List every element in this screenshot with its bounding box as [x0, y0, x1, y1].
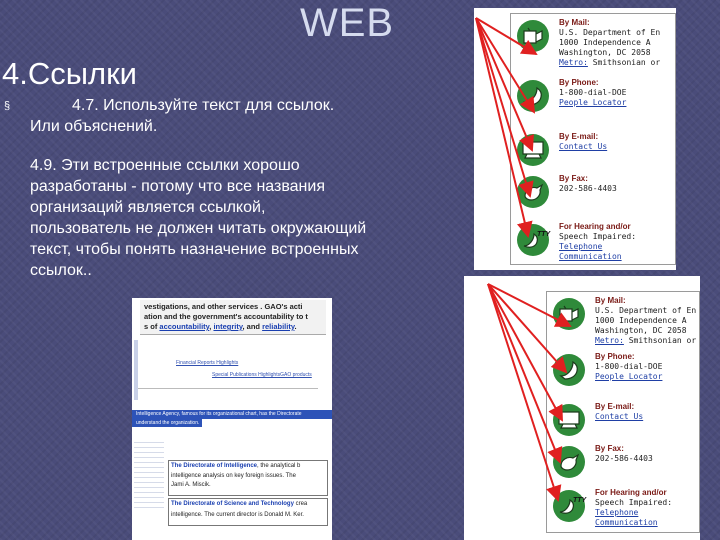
contact-heading: By E-mail:: [595, 402, 635, 411]
contact-entry-text: [559, 78, 626, 108]
separator: ,: [209, 322, 214, 331]
mailbox-icon: [551, 296, 587, 332]
contact-heading: By Phone:: [559, 78, 599, 87]
contact-line: Washington, DC 2058: [559, 48, 651, 57]
contact-heading: By Mail:: [559, 18, 590, 27]
contact-entry-text: [595, 402, 643, 422]
contact-link-suffix: Smithsonian or: [623, 336, 697, 345]
tty-glyph: TTY: [573, 497, 587, 504]
contact-line: 1-800-dial-DOE: [595, 362, 663, 371]
contact-entry-text: [559, 132, 607, 152]
contact-link-line: [595, 336, 696, 346]
contact-line: 1000 Independence A: [559, 38, 651, 47]
contact-entry-text: [559, 222, 636, 262]
highlight-bar-text: understand the organization.: [136, 420, 200, 426]
box-heading: [171, 501, 307, 507]
contact-line: Speech Impaired:: [559, 232, 637, 241]
contact-line: 1-800-dial-DOE: [559, 88, 627, 97]
slide-title: WEB: [300, 1, 395, 45]
directorate-intelligence-box: [168, 460, 328, 496]
contact-link-line: [559, 242, 636, 252]
embedded-links-screenshot: [132, 298, 332, 540]
fax-bird-icon: [551, 444, 587, 480]
phone-icon: [551, 352, 587, 388]
contact-line: U.S. Department of En: [559, 28, 661, 37]
highlight-bar-text: Intelligence Agency, famous for its organizational chart, has the Directorate: [136, 411, 302, 417]
header-prefix: s of: [144, 322, 160, 331]
contact-link[interactable]: People Locator: [595, 372, 663, 381]
contact-link-line: [559, 142, 607, 152]
contact-line: 1000 Independence A: [595, 316, 687, 325]
screenshot-highlight-bar: [132, 410, 332, 419]
contact-entry-text: [595, 296, 696, 346]
contact-entry-text: [595, 488, 672, 528]
screenshot-highlight-bar: [132, 419, 202, 427]
box-heading: [171, 463, 300, 469]
contact-link[interactable]: Contact Us: [595, 412, 644, 421]
contact-entry-text: [595, 444, 653, 464]
screenshot-header-line: vestigations, and other services . GAO's acti: [144, 302, 303, 311]
contact-heading: By Mail:: [595, 296, 626, 305]
box-body-line: intelligence analysis on key foreign issues. The: [171, 473, 296, 479]
contact-entry-text: [595, 352, 662, 382]
mailbox-icon: [515, 18, 551, 54]
contact-heading: By Fax:: [595, 444, 624, 453]
screenshot-header-line: ation and the government's accountability to t: [144, 312, 308, 321]
contact-link[interactable]: Communication: [595, 518, 658, 527]
screenshot-divider: [138, 388, 318, 389]
contact-link-line: [595, 372, 662, 382]
contact-link[interactable]: Telephone: [595, 508, 639, 517]
bullet-marker: §: [4, 100, 11, 112]
box-body-line: intelligence. The current director is Donald M. Ker.: [171, 512, 304, 518]
sentence-end: .: [294, 322, 297, 331]
tty-icon: [551, 488, 587, 524]
box-heading-rest: crea: [293, 501, 308, 507]
financial-reports-link[interactable]: Financial Reports Highlights: [176, 360, 239, 366]
special-publications-link[interactable]: Special Publications HighlightsGAO products: [212, 372, 312, 378]
integrity-link[interactable]: integrity: [213, 322, 243, 331]
contact-panel-frame: [546, 291, 700, 533]
box-heading-rest: , the analytical b: [257, 463, 301, 469]
contact-link-line: [559, 98, 626, 108]
contact-heading: For Hearing and/or: [559, 222, 631, 231]
phone-icon: [515, 78, 551, 114]
contact-entry-text: [559, 174, 617, 194]
directorate-intelligence-link[interactable]: The Directorate of Intelligence: [171, 463, 258, 469]
screenshot-header: [140, 300, 326, 335]
screenshot-sidebar-strip: [134, 340, 138, 400]
contact-heading: By Fax:: [559, 174, 588, 183]
contact-link[interactable]: Metro:: [559, 58, 588, 67]
directorate-science-box: [168, 498, 328, 526]
contact-panel-bottom: [464, 276, 700, 540]
contact-heading: By E-mail:: [559, 132, 599, 141]
contact-line: Speech Impaired:: [595, 498, 673, 507]
explanation-paragraph: 4.9. Эти встроенные ссылки хорошо разработаны - потому что все названия организаций является ссылкой, пользователь не должен читать окружающий текст, чтобы понять назначение встроенных ссылок..: [30, 157, 367, 279]
contact-link-line: [595, 508, 672, 518]
screenshot-header-line: [144, 322, 297, 331]
contact-link[interactable]: Metro:: [595, 336, 624, 345]
reliability-link[interactable]: reliability: [262, 322, 295, 331]
contact-link[interactable]: Contact Us: [559, 142, 608, 151]
separator: , and: [242, 322, 263, 331]
contact-link[interactable]: Telephone: [559, 242, 603, 251]
computer-icon: [551, 402, 587, 438]
contact-link-suffix: Smithsonian or: [587, 58, 661, 67]
box-body-line: Jami A. Miscik.: [171, 482, 211, 488]
contact-entry-text: [559, 18, 660, 68]
contact-heading: For Hearing and/or: [595, 488, 667, 497]
bullet-text-line-a: 4.7. Используйте текст для ссылок.: [72, 97, 335, 114]
contact-link-line: [559, 58, 660, 68]
screenshot-left-column: [134, 438, 164, 508]
contact-link[interactable]: People Locator: [559, 98, 627, 107]
contact-heading: By Phone:: [595, 352, 635, 361]
tty-icon: [515, 222, 551, 258]
fax-bird-icon: [515, 174, 551, 210]
tty-glyph: TTY: [537, 231, 551, 238]
computer-icon: [515, 132, 551, 168]
bullet-text-line-b: Или объяснений.: [30, 118, 158, 135]
contact-line: Washington, DC 2058: [595, 326, 687, 335]
contact-line: 202-586-4403: [595, 454, 653, 463]
contact-panel-top: [474, 8, 676, 270]
contact-line: 202-586-4403: [559, 184, 617, 193]
section-heading: 4.Ссылки: [2, 56, 137, 91]
contact-link[interactable]: Communication: [559, 252, 622, 261]
contact-panel-frame: [510, 13, 676, 265]
contact-link-line: [595, 412, 643, 422]
contact-line: U.S. Department of En: [595, 306, 697, 315]
directorate-science-link[interactable]: The Directorate of Science and Technology: [171, 501, 294, 507]
accountability-link[interactable]: accountability: [159, 322, 210, 331]
